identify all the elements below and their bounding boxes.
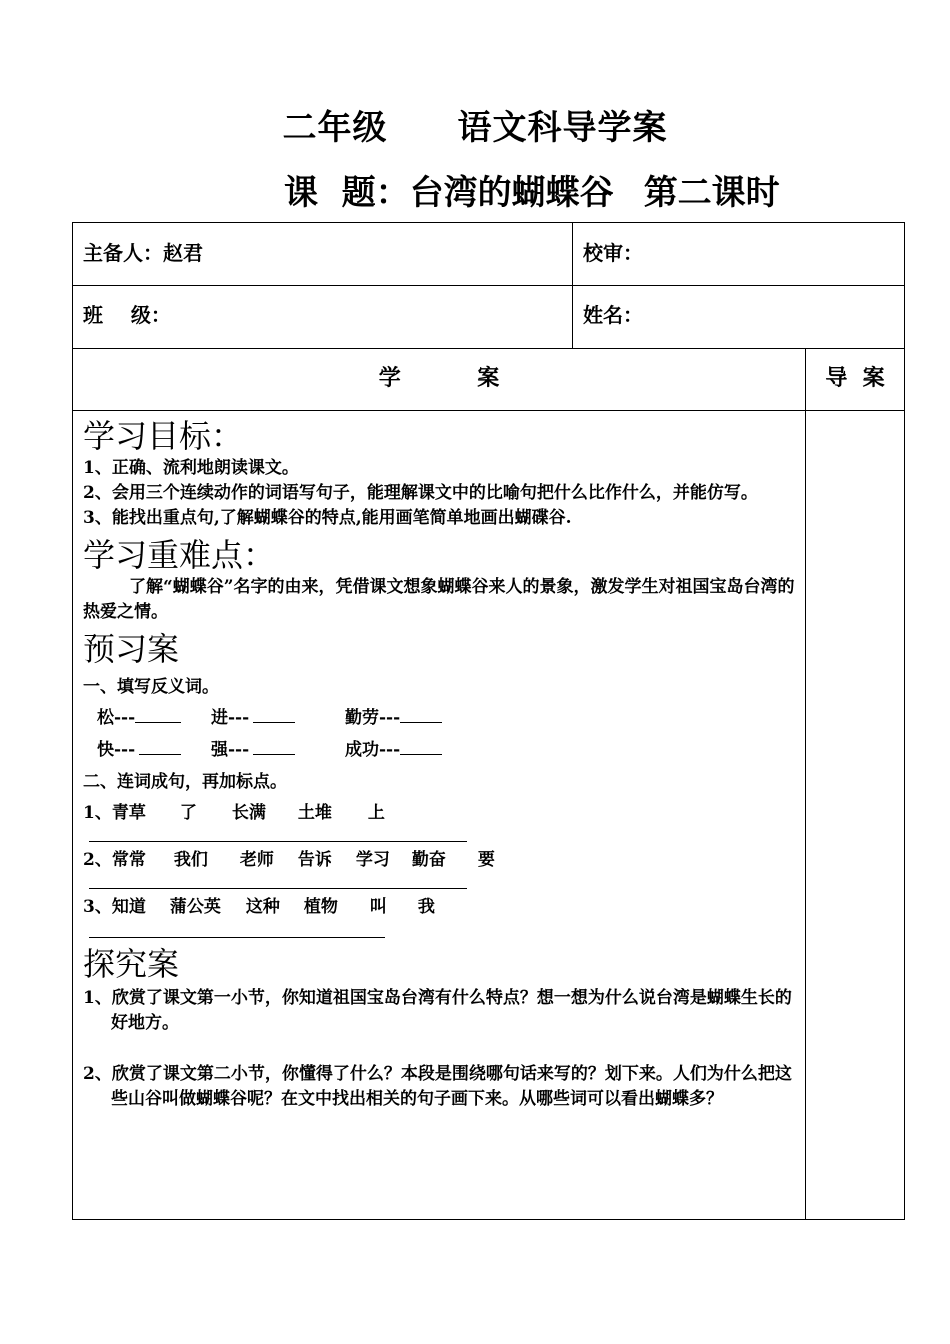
preview-heading: 预习案: [83, 630, 180, 668]
word: 叫: [369, 897, 387, 917]
answer-blank[interactable]: [135, 706, 181, 723]
column-divider: [572, 223, 573, 348]
sentence-words: [83, 848, 798, 873]
word: 了: [179, 803, 197, 823]
word: 长满: [231, 803, 266, 823]
explore-question: 2、欣赏了课文第二小节，你懂得了什么？本段是围绕哪句话来写的？划下来。人们为什么把这些山谷叫做蝴蝶谷呢？在文中找出相关的句子画下来。从哪些词可以看出蝴蝶多？: [83, 1064, 792, 1109]
lesson-plan-table: [72, 222, 905, 1220]
topic-label: 课 题：: [284, 173, 410, 213]
answer-blank[interactable]: [400, 738, 442, 755]
sentence-number: 3、: [83, 897, 112, 917]
answer-line[interactable]: [89, 888, 467, 889]
grade-label: 二年级: [282, 108, 388, 148]
word: 我们: [173, 850, 208, 870]
key-points-heading: 学习重难点：: [83, 536, 276, 574]
preparer-cell: 主备人：赵君: [83, 241, 203, 265]
objective-item: 2、会用三个连续动作的词语写句子，能理解课文中的比喻句把什么比作什么，并能仿写。: [83, 483, 758, 503]
word: 这种: [245, 897, 280, 917]
study-column-header: 学 案: [378, 365, 500, 391]
answer-blank[interactable]: [253, 738, 295, 755]
answer-blank[interactable]: [400, 706, 442, 723]
answer-blank[interactable]: [139, 738, 181, 755]
antonym-row: [83, 734, 798, 766]
subject-label: 语文科导学案: [457, 108, 668, 148]
objective-item: 1、正确、流利地朗读课文。: [83, 458, 299, 478]
session-label: 第二课时: [643, 173, 780, 213]
word: 青草: [111, 803, 146, 823]
antonym-word: 松---: [97, 708, 136, 728]
study-content: [83, 416, 798, 1112]
sentence-number: 1、: [83, 803, 112, 823]
objectives-heading: 学习目标：: [83, 417, 244, 455]
word: 要: [477, 850, 495, 870]
word: 土堆: [297, 803, 332, 823]
reviewer-cell: 校审：: [583, 241, 643, 265]
key-points-text: 了解“蝴蝶谷”名字的由来，凭借课文想象蝴蝶谷来人的景象，激发学生对祖国宝岛台湾的热爱之情。: [83, 577, 795, 622]
column-divider: [805, 348, 806, 1219]
antonym-word: 强---: [211, 740, 250, 760]
word: 蒲公英: [169, 897, 221, 917]
row-divider: [73, 348, 904, 349]
guide-column-header: 导 案: [825, 365, 885, 391]
antonym-word: 快---: [97, 740, 136, 760]
word: 植物: [303, 897, 338, 917]
row-divider: [73, 410, 904, 411]
class-cell: 班 级：: [83, 303, 171, 327]
word: 勤奋: [411, 850, 446, 870]
row-divider: [73, 285, 904, 286]
word: 常常: [111, 850, 146, 870]
sentence-words: [83, 801, 798, 826]
answer-line[interactable]: [89, 937, 385, 938]
word: 学习: [355, 850, 390, 870]
word: 我: [417, 897, 435, 917]
explore-heading: 探究案: [83, 945, 180, 983]
sentence-question: 二、连词成句，再加标点。: [83, 772, 287, 792]
lesson-title: [284, 165, 780, 214]
antonym-question: 一、填写反义词。: [83, 677, 219, 697]
word: 老师: [239, 850, 274, 870]
lesson-name: 台湾的蝴蝶谷: [409, 173, 614, 213]
document-title: [0, 100, 950, 149]
antonym-word: 成功---: [345, 740, 401, 760]
answer-line[interactable]: [89, 841, 467, 842]
objective-item: 3、能找出重点句,了解蝴蝶谷的特点,能用画笔简单地画出蝴碟谷.: [83, 508, 572, 528]
sentence-words: [83, 895, 798, 920]
sentence-number: 2、: [83, 850, 112, 870]
antonym-word: 勤劳---: [345, 708, 401, 728]
name-cell: 姓名：: [583, 303, 643, 327]
word: 知道: [111, 897, 146, 917]
word: 告诉: [297, 850, 332, 870]
answer-blank[interactable]: [253, 706, 295, 723]
antonym-row: [83, 702, 798, 734]
explore-question: 1、欣赏了课文第一小节，你知道祖国宝岛台湾有什么特点？想一想为什么说台湾是蝴蝶生长的好地方。: [83, 988, 792, 1033]
word: 上: [367, 803, 385, 823]
antonym-word: 进---: [211, 708, 250, 728]
